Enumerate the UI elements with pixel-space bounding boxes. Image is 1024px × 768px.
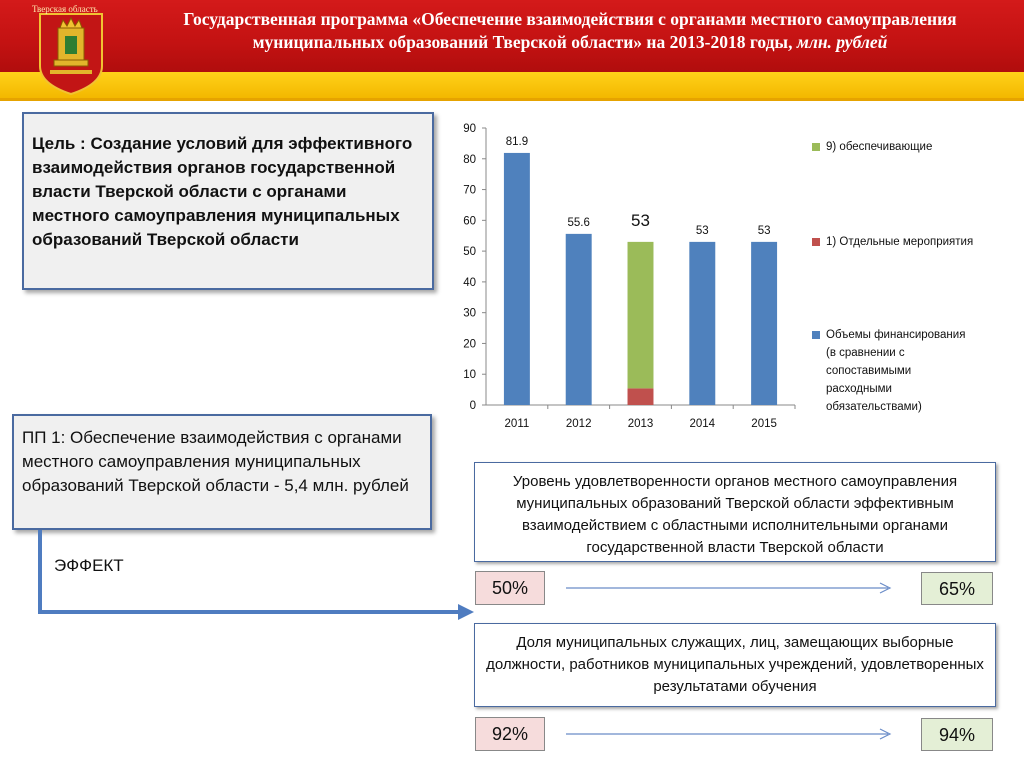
data-label-2014: 53 [695, 224, 709, 237]
bar-2014 [689, 242, 715, 405]
bar-2015 [751, 242, 777, 405]
chart-plot [440, 108, 800, 438]
legend-label: Объемы финансирования [826, 329, 966, 341]
bar-2012 [566, 234, 592, 405]
header-stripe [0, 72, 1024, 98]
bar-2013 [628, 388, 654, 405]
title-unit: млн. рублей [796, 32, 888, 52]
page-title [122, 8, 1018, 54]
tver-emblem-icon [30, 0, 112, 98]
data-label-2012: 55.6 [567, 216, 590, 229]
x-tick-label: 2015 [751, 418, 777, 430]
title-line-1: Государственная программа «Обеспечение взаимодействия с органами местного самоуправления [183, 9, 957, 29]
legend-label: 9) обеспечивающие [826, 141, 933, 153]
legend-label: обязательствами) [826, 401, 922, 413]
y-tick-label: 50 [463, 246, 476, 259]
bar-2013 [628, 242, 654, 389]
x-tick-label: 2011 [504, 418, 530, 430]
legend-swatch [812, 143, 820, 151]
y-tick-label: 40 [463, 276, 476, 289]
x-tick-label: 2013 [627, 418, 654, 430]
legend-label: сопоставимыми [826, 365, 912, 377]
indicator-1-arrow [566, 578, 896, 598]
y-tick-label: 90 [463, 123, 476, 135]
indicator-box-2: Доля муниципальных служащих, лиц, замещающих выборные должности, работников муниципальных учреждений, удовлетворенных результатами обучения [474, 623, 996, 707]
x-tick-label: 2014 [689, 418, 716, 430]
y-tick-label: 70 [463, 184, 476, 197]
goal-box: Цель : Создание условий для эффективного взаимодействия органов государственной власти Тверской области с органами местного самоуправления муниципальных образований Тверской области [22, 112, 434, 290]
y-tick-label: 20 [463, 338, 476, 351]
data-label-2011: 81.9 [505, 135, 529, 148]
indicator-box-1: Уровень удовлетворенности органов местного самоуправления муниципальных образований Тверской области эффективным взаимодействием с областными исполнительными органами государственной власти Тверской области [474, 462, 996, 562]
legend-label: расходными [826, 383, 892, 395]
legend-label: (в сравнении с [826, 347, 905, 359]
indicator-1-from-value: 50% [475, 571, 545, 605]
indicator-2-from-value: 92% [475, 717, 545, 751]
subprogram-box: ПП 1: Обеспечение взаимодействия с органами местного самоуправления муниципальных образований Тверской области - 5,4 млн. рублей [12, 414, 432, 530]
effect-label: ЭФФЕКТ [54, 556, 124, 575]
y-tick-label: 80 [463, 153, 476, 166]
header-divider [0, 98, 1024, 101]
y-tick-label: 30 [463, 307, 476, 320]
data-label-2013: 53 [631, 210, 650, 230]
y-tick-label: 0 [469, 400, 476, 412]
y-tick-label: 10 [463, 369, 476, 382]
data-label-2015: 53 [757, 224, 771, 237]
legend-label: 1) Отдельные мероприятия [826, 236, 974, 248]
bar-2011 [504, 153, 530, 405]
indicator-2-to-value: 94% [921, 718, 993, 751]
x-tick-label: 2012 [565, 418, 592, 430]
title-line-2 [122, 31, 1018, 54]
funding-chart [440, 108, 1020, 438]
indicator-1-to-value: 65% [921, 572, 993, 605]
indicator-2-arrow [566, 724, 896, 744]
emblem-caption: Тверская область [32, 4, 98, 14]
chart-legend [812, 108, 1020, 438]
y-tick-label: 60 [463, 215, 476, 228]
title-line-2-text: муниципальных образований Тверской области» на 2013-2018 годы, [252, 32, 793, 52]
legend-swatch [812, 238, 820, 246]
legend-swatch [812, 331, 820, 339]
